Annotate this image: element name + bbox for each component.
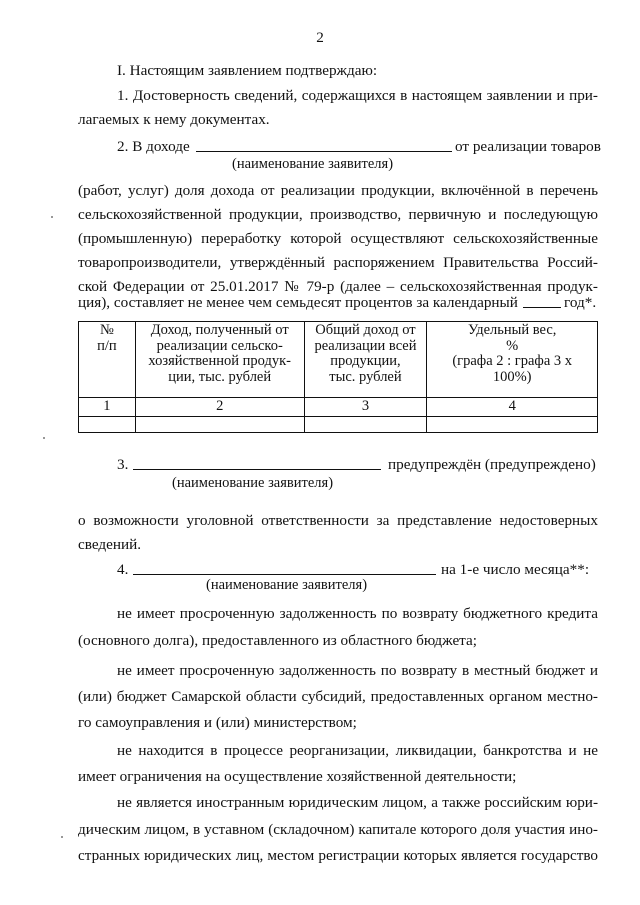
item4-p4-line2: дическим лицом, в уставном (складочном) капитале которого доля участия ино-	[78, 821, 598, 838]
table-cell: 1	[79, 398, 136, 417]
table-input-cell[interactable]	[79, 416, 136, 432]
header-cell-number: № п/п	[79, 322, 136, 398]
item4-p3-line1: не находится в процессе реорганизации, ликвидации, банкротства и не	[117, 742, 598, 759]
table-input-cell[interactable]	[304, 416, 427, 432]
item4-p2-line1: не имеет просроченную задолженность по возврату в местный бюджет и	[117, 662, 598, 679]
item3-line1: о возможности уголовной ответственности за представление недостоверных	[78, 512, 598, 529]
year-blank[interactable]	[523, 295, 561, 308]
item4-prefix: 4.	[117, 561, 129, 578]
item2-line: товаропроизводители, утверждённый распоряжением Правительства Россий-	[78, 254, 598, 271]
item2-last-prefix: ция), составляет не менее чем семьдесят процентов за календарный	[78, 294, 518, 311]
applicant-name-blank-2[interactable]	[133, 457, 381, 470]
item3-line2: сведений.	[78, 536, 142, 553]
item2-line: (промышленную) переработку которой осуществляют сельскохозяйственные	[78, 230, 598, 247]
item4-p2-line2: (или) бюджет Самарской области субсидий, предоставленных органом местно-	[78, 688, 598, 705]
item2-last-suffix: год*.	[564, 294, 597, 311]
item2-line: (работ, услуг) доля дохода от реализации продукции, включённой в перечень	[78, 182, 598, 199]
item2-caption: (наименование заявителя)	[232, 156, 394, 172]
item3-caption: (наименование заявителя)	[172, 475, 334, 491]
scan-speck	[43, 437, 45, 439]
header-cell-share: Удельный вес, % (графа 2 : графа 3 х 100%)	[427, 322, 598, 398]
table-cell: 4	[427, 398, 598, 417]
item4-p3-line2: имеет ограничения на осуществление хозяйственной деятельности;	[78, 768, 517, 785]
table-input-cell[interactable]	[135, 416, 304, 432]
item1-line1: 1. Достоверность сведений, содержащихся в настоящем заявлении и при-	[117, 87, 598, 104]
item2-line: ской Федерации от 25.01.2017 № 79-р (далее – сельскохозяйственная продук-	[78, 278, 598, 295]
item4-p4-line3: странных юридических лиц, местом регистрации которых является государство	[78, 847, 598, 864]
scan-speck	[61, 836, 63, 838]
applicant-name-blank-1[interactable]	[196, 139, 452, 152]
table-input-cell[interactable]	[427, 416, 598, 432]
item4-p2-line3: го самоуправления и (или) министерством;	[78, 714, 357, 731]
section-heading: I. Настоящим заявлением подтверждаю:	[117, 62, 378, 79]
item3-suffix: предупреждён (предупреждено)	[388, 456, 596, 473]
item2-line: сельскохозяйственной продукции, производство, первичную и последующую	[78, 206, 598, 223]
table-number-row	[79, 398, 598, 417]
header-cell-agri-income: Доход, полученный от реализации сельско- хозяйственной продук- ции, тыс. рублей	[135, 322, 304, 398]
item4-p4-line1: не является иностранным юридическим лицом, а также российским юри-	[117, 794, 598, 811]
table-cell: 2	[135, 398, 304, 417]
item4-p1-line1: не имеет просроченную задолженность по возврату бюджетного кредита	[117, 605, 598, 622]
income-share-table	[78, 321, 598, 433]
item2-suffix: от реализации товаров	[455, 138, 601, 155]
scan-speck	[51, 216, 53, 218]
table-cell: 3	[304, 398, 427, 417]
table-header-row	[79, 322, 598, 398]
item4-suffix: на 1-е число месяца**:	[441, 561, 590, 578]
item1-line2: лагаемых к нему документах.	[78, 111, 270, 128]
item2-prefix: 2. В доходе	[117, 138, 190, 155]
table-empty-row[interactable]	[79, 416, 598, 432]
item3-prefix: 3.	[117, 456, 129, 473]
applicant-name-blank-3[interactable]	[133, 562, 436, 575]
item4-caption: (наименование заявителя)	[206, 577, 368, 593]
page-number: 2	[316, 29, 324, 46]
item4-p1-line2: (основного долга), предоставленного из областного бюджета;	[78, 632, 477, 649]
header-cell-total-income: Общий доход от реализации всей продукции, тыс. рублей	[304, 322, 427, 398]
